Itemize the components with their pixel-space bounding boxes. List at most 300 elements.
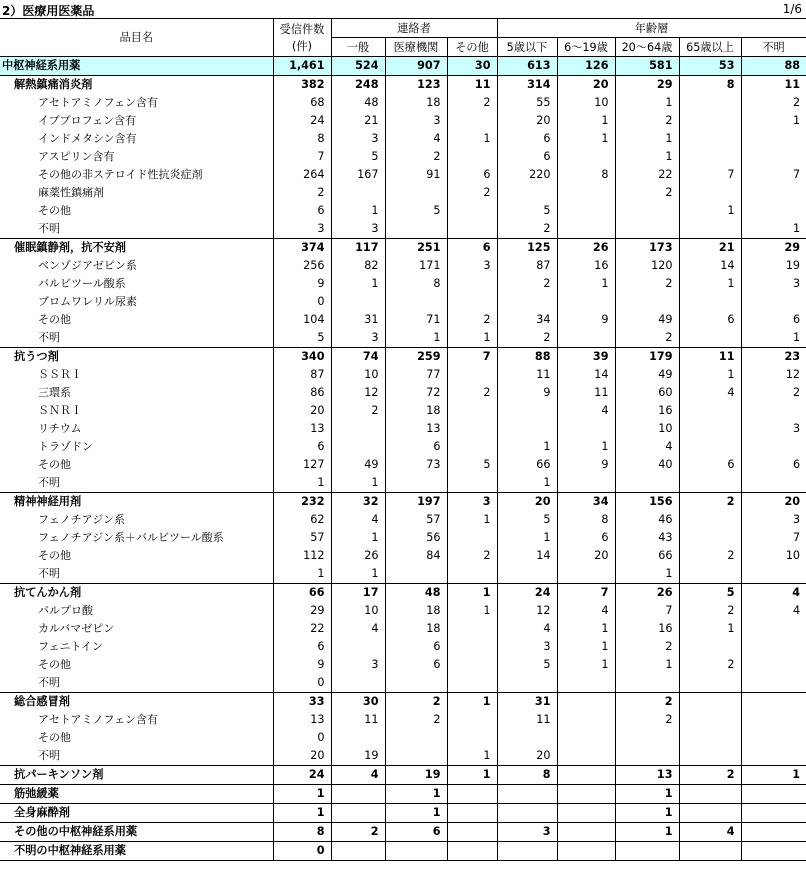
value-cell	[447, 112, 497, 130]
value-cell	[447, 402, 497, 420]
value-cell: 7	[679, 166, 741, 184]
value-cell	[385, 474, 447, 493]
table-row-sub	[0, 130, 806, 148]
value-cell	[741, 656, 806, 674]
table-row-sub	[0, 257, 806, 275]
value-cell	[447, 729, 497, 747]
value-cell: 1	[557, 275, 615, 293]
value-cell	[497, 729, 557, 747]
count-header	[273, 19, 331, 57]
value-cell: 5	[497, 202, 557, 220]
value-cell: 1	[447, 511, 497, 529]
value-cell: 248	[331, 76, 385, 95]
value-cell: 2	[615, 275, 679, 293]
value-cell	[557, 693, 615, 712]
value-cell: 3	[273, 220, 331, 239]
value-cell: 581	[615, 57, 679, 76]
value-cell: 39	[557, 348, 615, 367]
value-cell: 66	[497, 456, 557, 474]
value-cell	[331, 184, 385, 202]
table-row-sub	[0, 329, 806, 348]
value-cell: 18	[385, 94, 447, 112]
value-cell: 13	[273, 420, 331, 438]
item-name-cell: ベンゾジアゼピン系	[38, 259, 137, 272]
table-row-category	[0, 348, 806, 367]
value-cell: 6	[497, 130, 557, 148]
value-cell	[741, 565, 806, 584]
item-name-cell: その他	[38, 458, 71, 471]
value-cell: 1	[447, 602, 497, 620]
value-cell: 14	[679, 257, 741, 275]
value-cell	[679, 638, 741, 656]
item-name-cell: 全身麻酔剤	[0, 804, 273, 823]
value-cell	[741, 823, 806, 842]
item-name-cell: その他の中枢神経系用薬	[0, 823, 273, 842]
value-cell: 2	[331, 402, 385, 420]
value-cell	[741, 785, 806, 804]
value-cell: 6	[385, 638, 447, 656]
value-cell: 3	[497, 823, 557, 842]
table-body	[0, 57, 806, 861]
value-cell: 62	[273, 511, 331, 529]
table-row-sub	[0, 184, 806, 202]
value-cell: 3	[331, 130, 385, 148]
value-cell: 613	[497, 57, 557, 76]
value-cell: 20	[273, 747, 331, 766]
value-cell: 7	[447, 348, 497, 367]
value-cell: 2	[497, 329, 557, 348]
value-cell	[615, 293, 679, 311]
value-cell: 8	[557, 166, 615, 184]
value-cell	[557, 823, 615, 842]
value-cell: 34	[557, 493, 615, 512]
value-cell: 220	[497, 166, 557, 184]
value-cell: 32	[331, 493, 385, 512]
value-cell: 5	[497, 511, 557, 529]
value-cell: 2	[615, 112, 679, 130]
value-cell: 264	[273, 166, 331, 184]
value-cell	[679, 420, 741, 438]
value-cell	[679, 842, 741, 861]
value-cell	[741, 711, 806, 729]
value-cell: 6	[273, 438, 331, 456]
value-cell: 73	[385, 456, 447, 474]
value-cell	[497, 842, 557, 861]
value-cell	[385, 565, 447, 584]
table-row-sub	[0, 638, 806, 656]
value-cell: 55	[497, 94, 557, 112]
value-cell: 3	[497, 638, 557, 656]
value-cell: 86	[273, 384, 331, 402]
value-cell: 125	[497, 239, 557, 258]
value-cell: 2	[679, 547, 741, 565]
value-cell: 88	[741, 57, 806, 76]
value-cell	[557, 474, 615, 493]
value-cell: 1	[615, 148, 679, 166]
value-cell: 6	[385, 656, 447, 674]
contact-col-general: 一般	[331, 38, 385, 57]
item-name-cell: 三環系	[38, 386, 71, 399]
value-cell: 2	[679, 493, 741, 512]
value-cell	[615, 202, 679, 220]
value-cell	[679, 402, 741, 420]
value-cell: 29	[615, 76, 679, 95]
value-cell: 56	[385, 529, 447, 547]
value-cell: 21	[331, 112, 385, 130]
count-header-line2: (件)	[292, 39, 312, 53]
value-cell	[447, 293, 497, 311]
value-cell: 5	[447, 456, 497, 474]
value-cell: 1	[615, 785, 679, 804]
value-cell: 1	[741, 766, 806, 785]
value-cell: 1	[331, 565, 385, 584]
value-cell	[679, 693, 741, 712]
value-cell: 3	[447, 257, 497, 275]
contact-col-medical: 医療機関	[385, 38, 447, 57]
value-cell: 179	[615, 348, 679, 367]
value-cell	[447, 420, 497, 438]
item-name-cell: 精神神経用剤	[0, 493, 273, 512]
value-cell	[679, 130, 741, 148]
value-cell: 13	[615, 766, 679, 785]
table-row-sub	[0, 602, 806, 620]
item-name-cell: 不明	[38, 567, 60, 580]
value-cell	[385, 220, 447, 239]
value-cell	[447, 275, 497, 293]
item-name-cell: カルバマゼピン	[38, 622, 115, 635]
value-cell: 11	[447, 76, 497, 95]
item-name-cell: イブプロフェン含有	[38, 114, 137, 127]
age-col-20to64: 20～64歳	[615, 38, 679, 57]
value-cell	[679, 711, 741, 729]
value-cell: 16	[557, 257, 615, 275]
table-row-sub	[0, 711, 806, 729]
item-name-cell: フェニトイン	[38, 640, 103, 653]
value-cell: 43	[615, 529, 679, 547]
value-cell: 19	[331, 747, 385, 766]
value-cell	[331, 729, 385, 747]
value-cell	[741, 674, 806, 693]
value-cell	[679, 674, 741, 693]
value-cell: 20	[557, 547, 615, 565]
value-cell: 31	[331, 311, 385, 329]
value-cell: 524	[331, 57, 385, 76]
item-name-cell: フェノチアジン系＋バルビツール酸系	[38, 531, 224, 544]
value-cell	[679, 529, 741, 547]
table-row-category	[0, 76, 806, 95]
value-cell: 1	[497, 474, 557, 493]
value-cell	[331, 674, 385, 693]
value-cell: 1	[447, 584, 497, 603]
value-cell: 0	[273, 293, 331, 311]
value-cell: 112	[273, 547, 331, 565]
value-cell: 6	[273, 638, 331, 656]
value-cell: 0	[273, 842, 331, 861]
value-cell	[679, 438, 741, 456]
value-cell	[447, 202, 497, 220]
value-cell: 11	[679, 348, 741, 367]
value-cell: 10	[331, 602, 385, 620]
value-cell: 1	[615, 656, 679, 674]
value-cell: 20	[497, 493, 557, 512]
value-cell	[557, 785, 615, 804]
value-cell: 2	[447, 384, 497, 402]
value-cell: 8	[497, 766, 557, 785]
value-cell: 4	[497, 620, 557, 638]
value-cell: 3	[447, 493, 497, 512]
value-cell	[557, 711, 615, 729]
table-row-sub	[0, 620, 806, 638]
value-cell	[331, 804, 385, 823]
value-cell: 123	[385, 76, 447, 95]
value-cell	[447, 823, 497, 842]
value-cell: 6	[741, 311, 806, 329]
table-row-sub	[0, 220, 806, 239]
value-cell: 2	[679, 656, 741, 674]
value-cell: 1	[615, 804, 679, 823]
value-cell: 1	[741, 220, 806, 239]
value-cell: 71	[385, 311, 447, 329]
value-cell: 2	[615, 693, 679, 712]
value-cell	[741, 402, 806, 420]
item-name-cell: 不明	[38, 749, 60, 762]
value-cell: 907	[385, 57, 447, 76]
item-name-cell: その他	[38, 549, 71, 562]
value-cell: 2	[385, 693, 447, 712]
table-row-category	[0, 239, 806, 258]
value-cell: 2	[615, 638, 679, 656]
table-row-category	[0, 584, 806, 603]
value-cell: 4	[557, 402, 615, 420]
value-cell: 4	[741, 584, 806, 603]
value-cell	[615, 842, 679, 861]
value-cell: 4	[741, 602, 806, 620]
item-name-header: 品目名	[0, 19, 273, 57]
item-name-cell: 不明	[38, 222, 60, 235]
value-cell	[679, 804, 741, 823]
item-name-cell: アセトアミノフェン含有	[38, 713, 159, 726]
value-cell: 2	[741, 94, 806, 112]
value-cell: 2	[273, 184, 331, 202]
table-row-sub	[0, 94, 806, 112]
value-cell	[741, 202, 806, 220]
value-cell	[679, 329, 741, 348]
value-cell: 1	[273, 474, 331, 493]
table-row-sub	[0, 420, 806, 438]
value-cell: 0	[273, 674, 331, 693]
item-name-cell: 筋弛緩薬	[0, 785, 273, 804]
table-row-category	[0, 693, 806, 712]
value-cell	[497, 402, 557, 420]
value-cell	[497, 565, 557, 584]
value-cell: 6	[741, 456, 806, 474]
value-cell	[741, 438, 806, 456]
value-cell: 49	[331, 456, 385, 474]
value-cell: 24	[273, 112, 331, 130]
value-cell: 14	[557, 366, 615, 384]
value-cell: 1	[615, 130, 679, 148]
value-cell	[679, 184, 741, 202]
value-cell	[497, 785, 557, 804]
item-name-cell: その他	[38, 658, 71, 671]
item-name-cell: 不明	[38, 476, 60, 489]
value-cell: 1	[497, 438, 557, 456]
value-cell: 1	[447, 766, 497, 785]
value-cell	[447, 711, 497, 729]
value-cell: 26	[557, 239, 615, 258]
value-cell: 1	[273, 565, 331, 584]
item-name-cell: アセトアミノフェン含有	[38, 96, 159, 109]
value-cell: 11	[497, 366, 557, 384]
value-cell	[557, 420, 615, 438]
value-cell: 0	[273, 729, 331, 747]
value-cell: 72	[385, 384, 447, 402]
table-row-total	[0, 57, 806, 76]
value-cell: 2	[497, 220, 557, 239]
value-cell	[331, 785, 385, 804]
value-cell: 1	[557, 656, 615, 674]
value-cell: 9	[557, 456, 615, 474]
value-cell	[557, 804, 615, 823]
value-cell: 4	[679, 823, 741, 842]
value-cell: 1	[557, 130, 615, 148]
value-cell: 314	[497, 76, 557, 95]
value-cell: 19	[741, 257, 806, 275]
value-cell: 256	[273, 257, 331, 275]
value-cell	[447, 148, 497, 166]
value-cell: 117	[331, 239, 385, 258]
count-header-line1: 受信件数	[279, 22, 325, 36]
value-cell: 30	[331, 693, 385, 712]
value-cell: 1	[447, 130, 497, 148]
contact-col-other: その他	[447, 38, 497, 57]
value-cell: 4	[331, 511, 385, 529]
table-row-category	[0, 842, 806, 861]
value-cell	[447, 804, 497, 823]
value-cell	[679, 565, 741, 584]
value-cell: 1	[615, 565, 679, 584]
value-cell: 9	[273, 275, 331, 293]
value-cell	[741, 747, 806, 766]
item-name-cell: ＳＮＲＩ	[38, 404, 82, 417]
value-cell	[497, 184, 557, 202]
value-cell	[497, 804, 557, 823]
value-cell: 127	[273, 456, 331, 474]
value-cell: 77	[385, 366, 447, 384]
value-cell: 11	[557, 384, 615, 402]
value-cell: 19	[385, 766, 447, 785]
table-row-sub	[0, 529, 806, 547]
table-row-sub	[0, 674, 806, 693]
value-cell: 1	[557, 438, 615, 456]
age-col-unknown: 不明	[741, 38, 806, 57]
value-cell	[447, 565, 497, 584]
value-cell	[741, 729, 806, 747]
value-cell: 49	[615, 366, 679, 384]
value-cell	[741, 804, 806, 823]
table-row-sub	[0, 112, 806, 130]
value-cell: 10	[557, 94, 615, 112]
value-cell: 8	[273, 130, 331, 148]
value-cell: 4	[331, 766, 385, 785]
value-cell: 2	[331, 823, 385, 842]
item-name-cell: バルビツール酸系	[38, 277, 126, 290]
value-cell: 53	[679, 57, 741, 76]
value-cell: 171	[385, 257, 447, 275]
value-cell: 1	[447, 329, 497, 348]
value-cell: 7	[557, 584, 615, 603]
value-cell: 6	[447, 166, 497, 184]
value-cell: 1	[741, 329, 806, 348]
value-cell: 1	[741, 112, 806, 130]
value-cell: 1	[273, 804, 331, 823]
value-cell: 4	[679, 384, 741, 402]
value-cell: 8	[385, 275, 447, 293]
value-cell: 20	[273, 402, 331, 420]
table-row-sub	[0, 511, 806, 529]
value-cell	[447, 529, 497, 547]
value-cell	[385, 842, 447, 861]
value-cell	[447, 620, 497, 638]
value-cell	[557, 220, 615, 239]
age-group-header: 年齢層	[497, 19, 806, 38]
value-cell: 1	[385, 804, 447, 823]
item-name-cell: ＳＳＲＩ	[38, 368, 82, 381]
item-name-cell: 催眠鎮静剤，抗不安剤	[0, 239, 273, 258]
item-name-cell: その他	[38, 313, 71, 326]
value-cell	[741, 620, 806, 638]
value-cell	[385, 729, 447, 747]
value-cell: 17	[331, 584, 385, 603]
value-cell	[615, 220, 679, 239]
value-cell: 26	[331, 547, 385, 565]
page-number: 1/6	[782, 2, 802, 16]
table-row-sub	[0, 656, 806, 674]
value-cell: 3	[741, 511, 806, 529]
item-name-cell: 不明	[38, 331, 60, 344]
value-cell	[679, 785, 741, 804]
table-row-sub	[0, 474, 806, 493]
value-cell	[557, 202, 615, 220]
item-name-cell: トラゾドン	[38, 440, 93, 453]
table-row-sub	[0, 402, 806, 420]
value-cell: 26	[615, 584, 679, 603]
value-cell: 33	[273, 693, 331, 712]
item-name-cell: その他の非ステロイド性抗炎症剤	[38, 168, 203, 181]
value-cell: 374	[273, 239, 331, 258]
value-cell	[741, 130, 806, 148]
value-cell: 6	[385, 438, 447, 456]
value-cell: 9	[557, 311, 615, 329]
value-cell: 5	[385, 202, 447, 220]
table-row-sub	[0, 293, 806, 311]
value-cell: 1	[557, 620, 615, 638]
value-cell	[679, 148, 741, 166]
value-cell: 10	[615, 420, 679, 438]
value-cell	[679, 747, 741, 766]
value-cell: 9	[273, 656, 331, 674]
value-cell: 74	[331, 348, 385, 367]
value-cell	[741, 842, 806, 861]
value-cell: 2	[679, 602, 741, 620]
value-cell: 3	[385, 112, 447, 130]
value-cell: 173	[615, 239, 679, 258]
value-cell: 20	[557, 76, 615, 95]
table-row-sub	[0, 384, 806, 402]
value-cell: 84	[385, 547, 447, 565]
value-cell: 22	[615, 166, 679, 184]
value-cell: 3	[331, 220, 385, 239]
